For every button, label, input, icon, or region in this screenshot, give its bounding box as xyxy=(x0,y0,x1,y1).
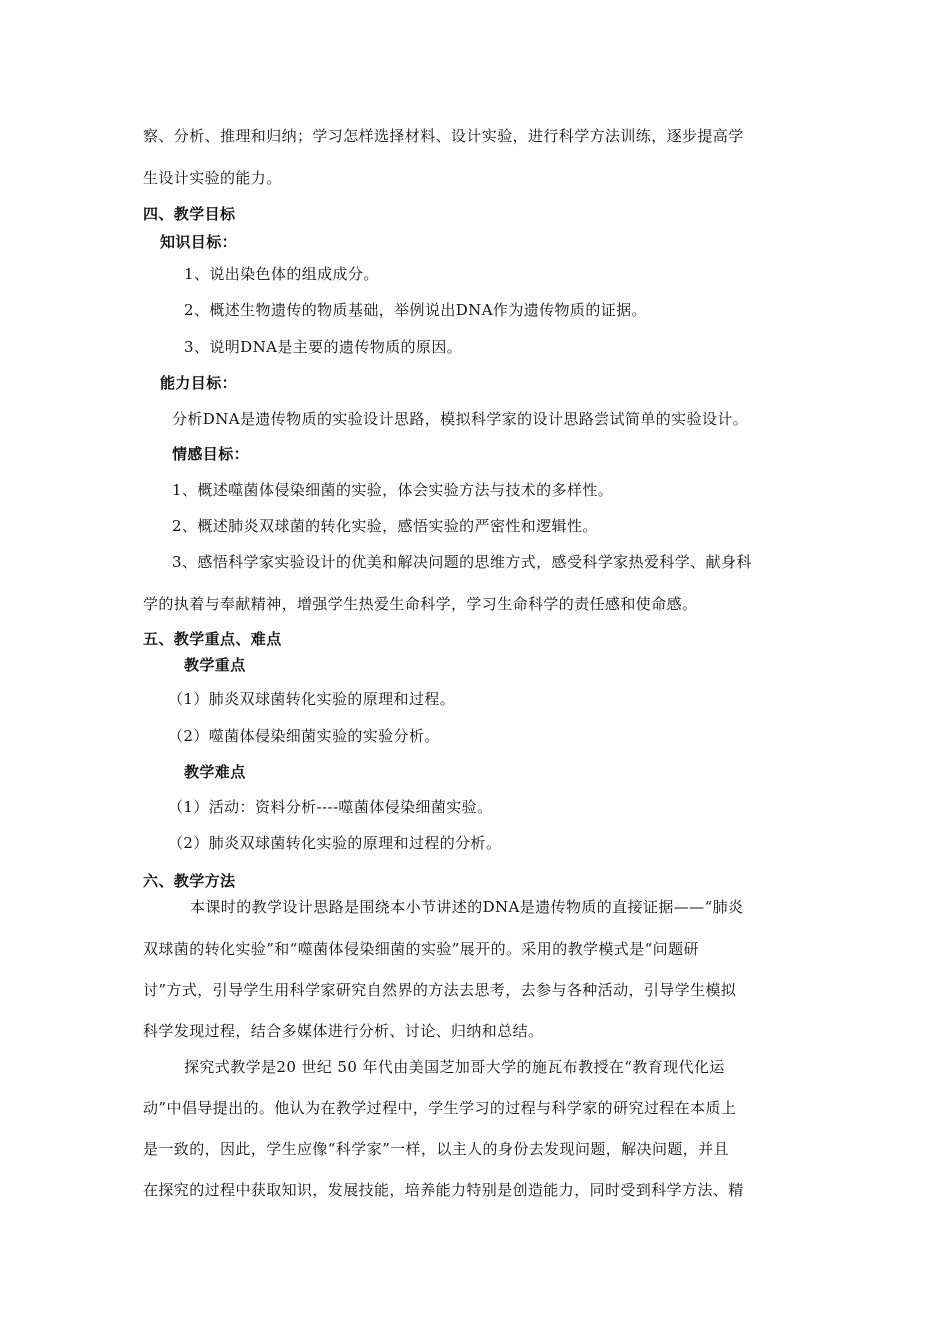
section-heading: 六、教学方法 xyxy=(143,872,236,890)
list-item: （1）活动：资料分析----噬菌体侵染细菌实验。 xyxy=(168,798,493,816)
list-item: 1、说出染色体的组成成分。 xyxy=(184,265,379,283)
paragraph-line: 是一致的，因此，学生应像“科学家”一样，以主人的身份去发现问题，解决问题，并且 xyxy=(143,1140,729,1158)
subsection-label: 知识目标： xyxy=(160,233,238,251)
list-item: （2）噬菌体侵染细菌实验的实验分析。 xyxy=(168,727,440,745)
list-item: （1）肺炎双球菌转化实验的原理和过程。 xyxy=(168,690,456,708)
paragraph-line: 动”中倡导提出的。他认为在教学过程中，学生学习的过程与科学家的研究过程在本质上 xyxy=(143,1099,737,1117)
paragraph-line: 科学发现过程，结合多媒体进行分析、讨论、归纳和总结。 xyxy=(143,1022,544,1040)
list-item: （2）肺炎双球菌转化实验的原理和过程的分析。 xyxy=(168,834,502,852)
paragraph-line: 分析DNA是遗传物质的实验设计思路，模拟科学家的设计思路尝试简单的实验设计。 xyxy=(172,410,749,428)
list-item: 1、概述噬菌体侵染细菌的实验，体会实验方法与技术的多样性。 xyxy=(172,481,614,499)
intro-line: 生设计实验的能力。 xyxy=(143,169,282,187)
paragraph-line: 双球菌的转化实验”和“噬菌体侵染细菌的实验”展开的。采用的教学模式是“问题研 xyxy=(143,940,699,958)
subsection-label: 能力目标： xyxy=(160,374,238,392)
subsection-label: 情感目标： xyxy=(172,445,250,463)
list-item: 2、概述肺炎双球菌的转化实验，感悟实验的严密性和逻辑性。 xyxy=(172,517,598,535)
intro-line: 察、分析、推理和归纳；学习怎样选择材料、设计实验，进行科学方法训练，逐步提高学 xyxy=(143,127,744,145)
list-item: 3、说明DNA是主要的遗传物质的原因。 xyxy=(184,338,463,356)
paragraph-line: 学的执着与奉献精神，增强学生热爱生命科学，学习生命科学的责任感和使命感。 xyxy=(143,595,698,613)
section-heading: 四、教学目标 xyxy=(143,205,236,223)
paragraph-line: 本课时的教学设计思路是围绕本小节讲述的DNA是遗传物质的直接证据——“肺炎 xyxy=(190,898,744,916)
section-heading: 五、教学重点、难点 xyxy=(143,630,282,648)
paragraph-line: 探究式教学是20 世纪 50 年代由美国芝加哥大学的施瓦布教授在“教育现代化运 xyxy=(184,1058,725,1076)
paragraph-line: 讨”方式，引导学生用科学家研究自然界的方法去思考，去参与各种活动，引导学生模拟 xyxy=(143,981,737,999)
list-item: 2、概述生物遗传的物质基础，举例说出DNA作为遗传物质的证据。 xyxy=(184,301,647,319)
list-item: 3、感悟科学家实验设计的优美和解决问题的思维方式，感受科学家热爱科学、献身科 xyxy=(172,553,752,571)
paragraph-line: 在探究的过程中获取知识，发展技能，培养能力特别是创造能力，同时受到科学方法、精 xyxy=(143,1181,744,1199)
subsection-label: 教学重点 xyxy=(184,656,246,674)
subsection-label: 教学难点 xyxy=(184,763,246,781)
